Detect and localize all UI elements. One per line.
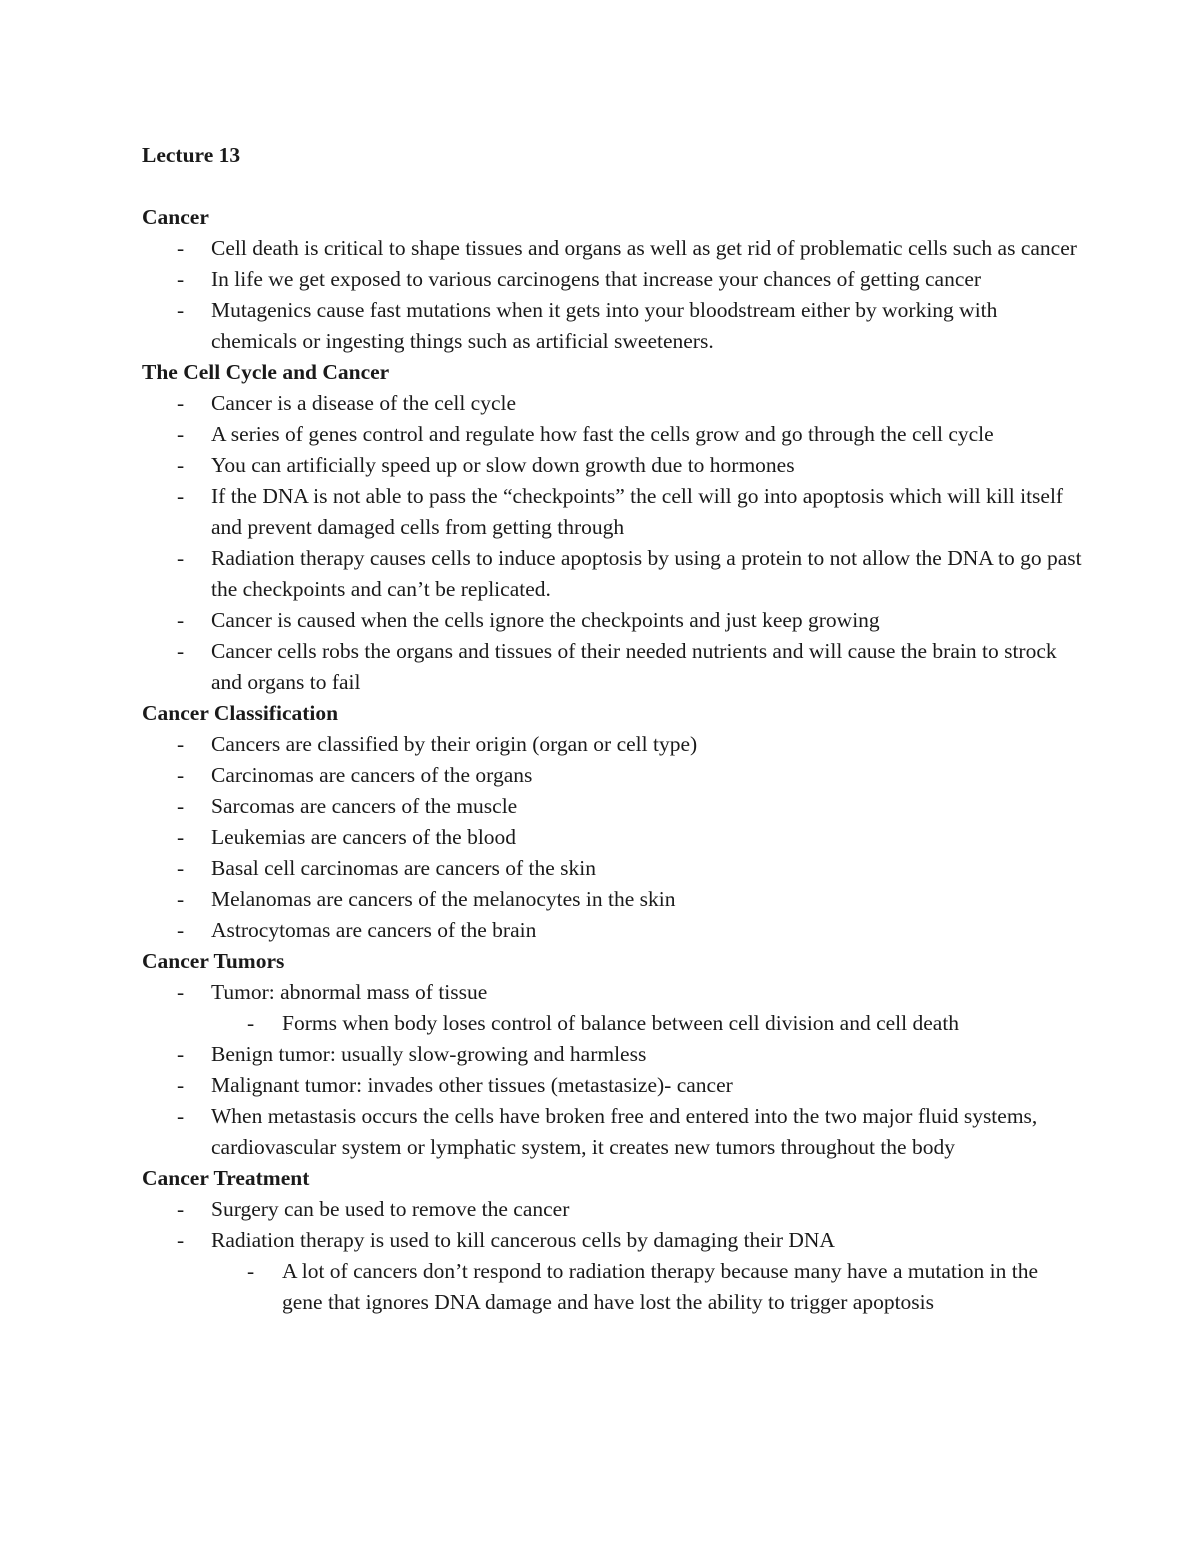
section-heading: Cancer Tumors [142,949,285,973]
bullet-dash: - [177,391,185,415]
list-item [142,884,1082,915]
bullet-dash: - [177,918,185,942]
bullet-dash: - [177,236,185,260]
document-page [142,140,1082,1318]
list-item-text: Cancer is a disease of the cell cycle [211,391,517,415]
bullet-dash: - [177,732,185,756]
sub-bullet-list [211,1008,1082,1039]
list-item [142,636,1082,698]
list-item-text: Cancers are classified by their origin (organ or cell type) [211,732,698,756]
list-item [142,1101,1082,1163]
list-item [142,450,1082,481]
list-item [142,822,1082,853]
sub-list-item-text: A lot of cancers don’t respond to radiation therapy because many have a mutation in the gene that ignores DNA damage and have lost the ability to trigger apoptosis [282,1259,1039,1314]
bullet-dash: - [177,1228,185,1252]
bullet-dash: - [177,794,185,818]
bullet-dash: - [247,1011,255,1035]
list-item-text: Tumor: abnormal mass of tissue [211,980,488,1004]
bullet-list [142,729,1082,946]
bullet-dash: - [177,980,185,1004]
blank-line [142,171,1082,202]
list-item-text: Radiation therapy causes cells to induce apoptosis by using a protein to not allow the DNA to go past the checkpoints and can’t be replicated. [211,546,1082,601]
list-item [142,543,1082,605]
bullet-list [142,388,1082,698]
list-item-text: Basal cell carcinomas are cancers of the skin [211,856,597,880]
bullet-dash: - [177,267,185,291]
list-item-text: Cancer cells robs the organs and tissues of their needed nutrients and will cause the brain to strock and organs to fail [211,639,1057,694]
list-item [142,729,1082,760]
list-item [142,295,1082,357]
list-item-text: Cell death is critical to shape tissues and organs as well as get rid of problematic cells such as cancer [211,236,1077,260]
bullet-dash: - [177,422,185,446]
list-item-text: Surgery can be used to remove the cancer [211,1197,570,1221]
bullet-dash: - [177,298,185,322]
list-item [142,853,1082,884]
list-item-text: Malignant tumor: invades other tissues (metastasize)- cancer [211,1073,733,1097]
bullet-dash: - [177,484,185,508]
list-item-text: Benign tumor: usually slow-growing and harmless [211,1042,647,1066]
bullet-dash: - [177,887,185,911]
list-item-text: Carcinomas are cancers of the organs [211,763,533,787]
bullet-dash: - [247,1259,255,1283]
list-item [142,233,1082,264]
sub-bullet-list [211,1256,1082,1318]
list-item [142,760,1082,791]
list-item [142,1194,1082,1225]
list-item-text: Sarcomas are cancers of the muscle [211,794,518,818]
bullet-dash: - [177,453,185,477]
bullet-list [142,1194,1082,1318]
bullet-list [142,977,1082,1163]
section-heading: Cancer [142,205,209,229]
list-item [142,977,1082,1039]
list-item-text: Astrocytomas are cancers of the brain [211,918,537,942]
list-item [142,388,1082,419]
list-item-text: If the DNA is not able to pass the “checkpoints” the cell will go into apoptosis which will kill itself and prevent damaged cells from getting through [211,484,1064,539]
bullet-list [142,233,1082,357]
bullet-dash: - [177,763,185,787]
bullet-dash: - [177,1104,185,1128]
list-item [142,264,1082,295]
list-item [142,481,1082,543]
sub-list-item [211,1256,1082,1318]
bullet-dash: - [177,546,185,570]
bullet-dash: - [177,825,185,849]
bullet-dash: - [177,608,185,632]
sub-list-item-text: Forms when body loses control of balance between cell division and cell death [282,1011,960,1035]
list-item [142,1070,1082,1101]
list-item-text: You can artificially speed up or slow down growth due to hormones [211,453,795,477]
bullet-dash: - [177,1197,185,1221]
sub-list-item [211,1008,1082,1039]
bullet-dash: - [177,639,185,663]
list-item-text: In life we get exposed to various carcinogens that increase your chances of getting cancer [211,267,982,291]
list-item [142,791,1082,822]
list-item-text: Mutagenics cause fast mutations when it gets into your bloodstream either by working with chemicals or ingesting things such as artificial sweeteners. [211,298,998,353]
section-heading: Cancer Treatment [142,1166,310,1190]
section-heading: Cancer Classification [142,701,339,725]
list-item-text: A series of genes control and regulate how fast the cells grow and go through the cell cycle [211,422,994,446]
list-item-text: Radiation therapy is used to kill cancerous cells by damaging their DNA [211,1228,835,1252]
list-item-text: When metastasis occurs the cells have broken free and entered into the two major fluid systems, cardiovascular system or lymphatic system, it creates new tumors throughout the body [211,1104,1038,1159]
list-item [142,605,1082,636]
bullet-dash: - [177,1073,185,1097]
list-item-text: Leukemias are cancers of the blood [211,825,517,849]
list-item-text: Melanomas are cancers of the melanocytes in the skin [211,887,676,911]
list-item [142,419,1082,450]
list-item [142,1039,1082,1070]
bullet-dash: - [177,1042,185,1066]
bullet-dash: - [177,856,185,880]
document-body [142,202,1082,1318]
section-heading: The Cell Cycle and Cancer [142,360,390,384]
document-title: Lecture 13 [142,143,241,167]
list-item [142,915,1082,946]
list-item [142,1225,1082,1318]
list-item-text: Cancer is caused when the cells ignore the checkpoints and just keep growing [211,608,880,632]
